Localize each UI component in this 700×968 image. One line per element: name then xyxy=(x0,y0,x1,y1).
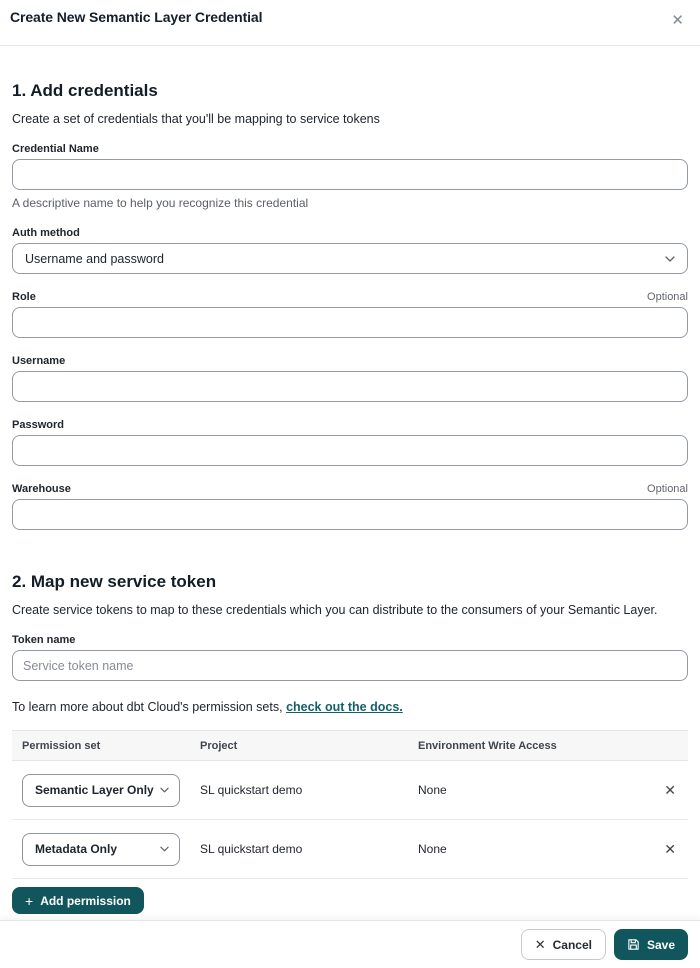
modal-content xyxy=(0,81,700,914)
section2-description: Create service tokens to map to these credentials which you can distribute to the consumers of your Semantic Layer. xyxy=(12,603,658,617)
table-row xyxy=(12,820,688,879)
col-header-permission-set: Permission set xyxy=(22,739,101,752)
credential-name-input[interactable] xyxy=(12,159,688,190)
warehouse-input[interactable] xyxy=(12,499,688,530)
table-row xyxy=(12,761,688,820)
docs-text: To learn more about dbt Cloud's permission sets, xyxy=(12,700,287,714)
docs-link[interactable]: check out the docs. xyxy=(286,700,403,714)
section1-description: Create a set of credentials that you'll be mapping to service tokens xyxy=(12,112,380,126)
auth-method-select[interactable] xyxy=(12,243,688,274)
project-cell: SL quickstart demo xyxy=(200,783,303,797)
close-icon[interactable]: ✕ xyxy=(671,12,684,29)
auth-method-field xyxy=(12,227,688,274)
permission-set-selected-value: Semantic Layer Only xyxy=(35,783,154,797)
remove-row-icon[interactable]: ✕ xyxy=(662,780,678,801)
save-button[interactable] xyxy=(614,929,688,960)
col-header-environment-write-access: Environment Write Access xyxy=(418,739,557,752)
username-input[interactable] xyxy=(12,371,688,402)
permissions-table xyxy=(12,730,688,879)
plus-icon: + xyxy=(25,892,34,909)
add-permission-button[interactable] xyxy=(12,887,144,914)
modal-footer xyxy=(0,920,700,968)
auth-method-selected-value: Username and password xyxy=(25,251,164,266)
save-icon xyxy=(627,938,640,951)
permission-set-selected-value: Metadata Only xyxy=(35,842,118,856)
username-field xyxy=(12,355,688,402)
token-name-input[interactable] xyxy=(12,650,688,681)
chevron-down-icon xyxy=(665,256,675,262)
password-label: Password xyxy=(12,419,64,431)
credential-name-helper: A descriptive name to help you recognize this credential xyxy=(12,196,309,210)
role-field xyxy=(12,291,688,338)
warehouse-optional-tag: Optional xyxy=(647,483,688,495)
permissions-table-header xyxy=(12,730,688,761)
chevron-down-icon xyxy=(160,846,169,852)
warehouse-label: Warehouse xyxy=(12,483,71,495)
auth-method-label: Auth method xyxy=(12,227,80,239)
credential-name-label: Credential Name xyxy=(12,143,99,155)
cancel-button[interactable] xyxy=(521,929,606,960)
warehouse-field xyxy=(12,483,688,530)
section2-heading: 2. Map new service token xyxy=(12,572,217,591)
permission-set-select[interactable] xyxy=(22,833,180,866)
save-label: Save xyxy=(646,937,675,952)
permission-set-select[interactable] xyxy=(22,774,180,807)
add-permission-label: Add permission xyxy=(40,893,131,908)
password-field xyxy=(12,419,688,466)
token-name-field xyxy=(12,634,688,681)
page-title: Create New Semantic Layer Credential xyxy=(10,9,263,25)
modal-header xyxy=(0,0,700,46)
role-label: Role xyxy=(12,291,36,303)
environment-write-access-cell: None xyxy=(418,783,447,797)
username-label: Username xyxy=(12,355,66,367)
role-input[interactable] xyxy=(12,307,688,338)
password-input[interactable] xyxy=(12,435,688,466)
token-name-label: Token name xyxy=(12,634,76,646)
environment-write-access-cell: None xyxy=(418,842,447,856)
project-cell: SL quickstart demo xyxy=(200,842,303,856)
docs-line xyxy=(12,700,688,714)
col-header-project: Project xyxy=(200,739,238,752)
section1-heading: 1. Add credentials xyxy=(12,81,158,100)
remove-row-icon[interactable]: ✕ xyxy=(662,839,678,860)
close-icon: ✕ xyxy=(534,936,546,952)
credential-name-field xyxy=(12,143,688,210)
role-optional-tag: Optional xyxy=(647,291,688,303)
cancel-label: Cancel xyxy=(552,937,592,952)
chevron-down-icon xyxy=(160,787,169,793)
